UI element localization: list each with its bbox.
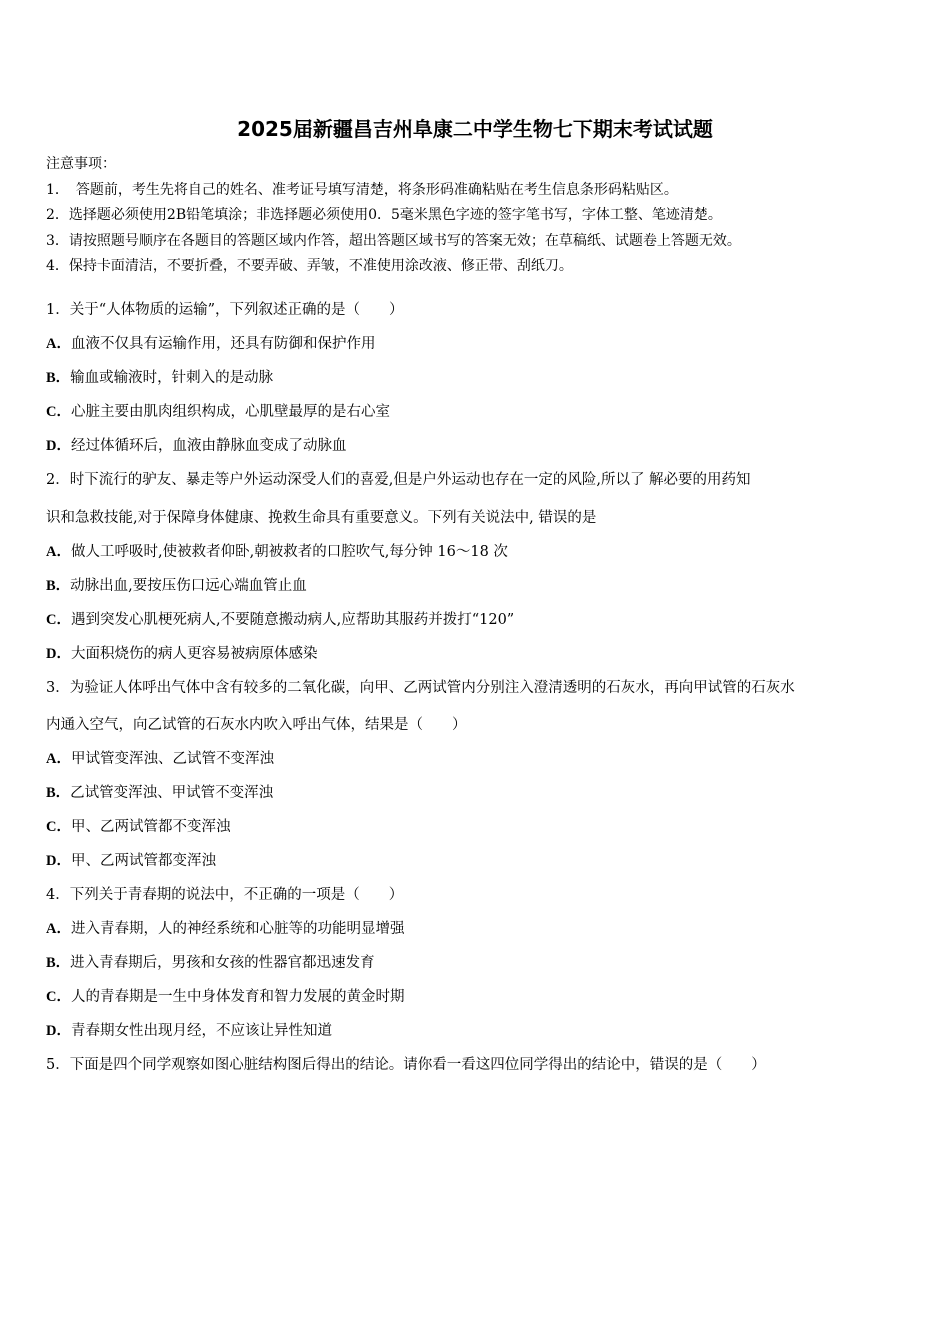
notice-section — [46, 152, 926, 280]
notice-item: 2．选择题必须使用2B铅笔填涂；非选择题必须使用0．5毫米黑色字迹的签字笔书写，字体工整、笔迹清楚。 — [46, 207, 722, 223]
option-letter: B． — [46, 577, 71, 594]
option-text: 大面积烧伤的病人更容易被病原体感染 — [70, 645, 318, 662]
option-letter: D． — [46, 1023, 71, 1039]
question-list — [46, 298, 916, 1087]
option-text: 经过体循环后，血液由静脉血变成了动脉血 — [70, 438, 347, 454]
option-a[interactable] — [46, 332, 916, 366]
question-stem: 1．关于“人体物质的运输”，下列叙述正确的是（ ） — [46, 302, 404, 318]
option-text: 遇到突发心肌梗死病人,不要随意搬动病人,应帮助其服药并拨打“120” — [70, 611, 515, 628]
question-3 — [46, 676, 916, 884]
notice-heading: 注意事项： — [46, 156, 116, 172]
option-text: 乙试管变浑浊、甲试管不变浑浊 — [70, 785, 274, 801]
option-d[interactable] — [46, 642, 916, 676]
question-stem-continued: 内通入空气，向乙试管的石灰水内吹入呼出气体，结果是（ ） — [46, 717, 467, 733]
option-letter: B． — [46, 785, 71, 801]
option-letter: C． — [46, 819, 71, 835]
option-letter: A． — [46, 336, 71, 352]
option-text: 输血或输液时，针刺入的是动脉 — [70, 370, 274, 386]
option-text: 心脏主要由肌肉组织构成，心肌壁最厚的是右心室 — [70, 404, 390, 420]
option-c[interactable] — [46, 985, 916, 1019]
option-text: 血液不仅具有运输作用，还具有防御和保护作用 — [70, 336, 376, 352]
option-text: 青春期女性出现月经，不应该让异性知道 — [70, 1023, 332, 1039]
option-c[interactable] — [46, 608, 916, 642]
option-a[interactable] — [46, 917, 916, 951]
option-letter: D． — [46, 853, 71, 869]
option-letter: B． — [46, 955, 71, 971]
option-a[interactable] — [46, 747, 916, 781]
question-1 — [46, 298, 916, 468]
option-d[interactable] — [46, 1019, 916, 1053]
notice-item: 4．保持卡面清洁，不要折叠，不要弄破、弄皱，不准使用涂改液、修正带、刮纸刀。 — [46, 258, 573, 274]
option-text: 人的青春期是一生中身体发育和智力发展的黄金时期 — [70, 989, 405, 1005]
option-letter: A． — [46, 921, 71, 937]
option-text: 甲试管变浑浊、乙试管不变浑浊 — [70, 751, 274, 767]
option-b[interactable] — [46, 781, 916, 815]
option-text: 进入青春期后，男孩和女孩的性器官都迅速发育 — [70, 955, 375, 971]
option-letter: B． — [46, 370, 71, 386]
question-stem: 4．下列关于青春期的说法中，不正确的一项是（ ） — [46, 887, 404, 903]
question-4 — [46, 883, 916, 1053]
option-c[interactable] — [46, 815, 916, 849]
option-text: 动脉出血,要按压伤口远心端血管止血 — [70, 577, 307, 594]
option-letter: A． — [46, 751, 71, 767]
question-5 — [46, 1053, 916, 1087]
question-stem: 3．为验证人体呼出气体中含有较多的二氧化碳，向甲、乙两试管内分别注入澄清透明的石灰水，再向甲试管的石灰水 — [46, 679, 795, 696]
notice-item: 3．请按照题号顺序在各题目的答题区域内作答，超出答题区域书写的答案无效；在草稿纸、试题卷上答题无效。 — [46, 232, 741, 249]
option-letter: C． — [46, 989, 71, 1005]
option-letter: D． — [46, 438, 71, 454]
option-text: 甲、乙两试管都变浑浊 — [70, 853, 216, 869]
option-d[interactable] — [46, 849, 916, 883]
option-a[interactable] — [46, 540, 916, 574]
page-title: 2025届新疆昌吉州阜康二中学生物七下期末考试试题 — [237, 117, 713, 141]
option-b[interactable] — [46, 574, 916, 608]
option-text: 进入青春期，人的神经系统和心脏等的功能明显增强 — [70, 921, 405, 937]
option-letter: C． — [46, 404, 71, 420]
option-d[interactable] — [46, 434, 916, 468]
option-text: 甲、乙两试管都不变浑浊 — [70, 819, 231, 835]
question-stem: 2．时下流行的驴友、暴走等户外运动深受人们的喜爱,但是户外运动也存在一定的风险,所以了 解必要的用药知 — [46, 472, 751, 488]
notice-item: 1． 答题前，考生先将自己的姓名、准考证号填写清楚，将条形码准确粘贴在考生信息条形码粘贴区。 — [46, 181, 678, 198]
option-b[interactable] — [46, 951, 916, 985]
question-stem: 5．下面是四个同学观察如图心脏结构图后得出的结论。请你看一看这四位同学得出的结论中，错误的是（ ） — [46, 1057, 766, 1073]
question-stem-continued: 识和急救技能,对于保障身体健康、挽救生命具有重要意义。下列有关说法中, 错误的是 — [46, 509, 597, 526]
question-2 — [46, 468, 916, 676]
option-text: 做人工呼吸时,使被救者仰卧,朝被救者的口腔吹气,每分钟 16～18 次 — [70, 543, 508, 560]
option-letter: A． — [46, 543, 71, 560]
option-b[interactable] — [46, 366, 916, 400]
option-c[interactable] — [46, 400, 916, 434]
option-letter: D． — [46, 645, 71, 662]
option-letter: C． — [46, 611, 71, 628]
